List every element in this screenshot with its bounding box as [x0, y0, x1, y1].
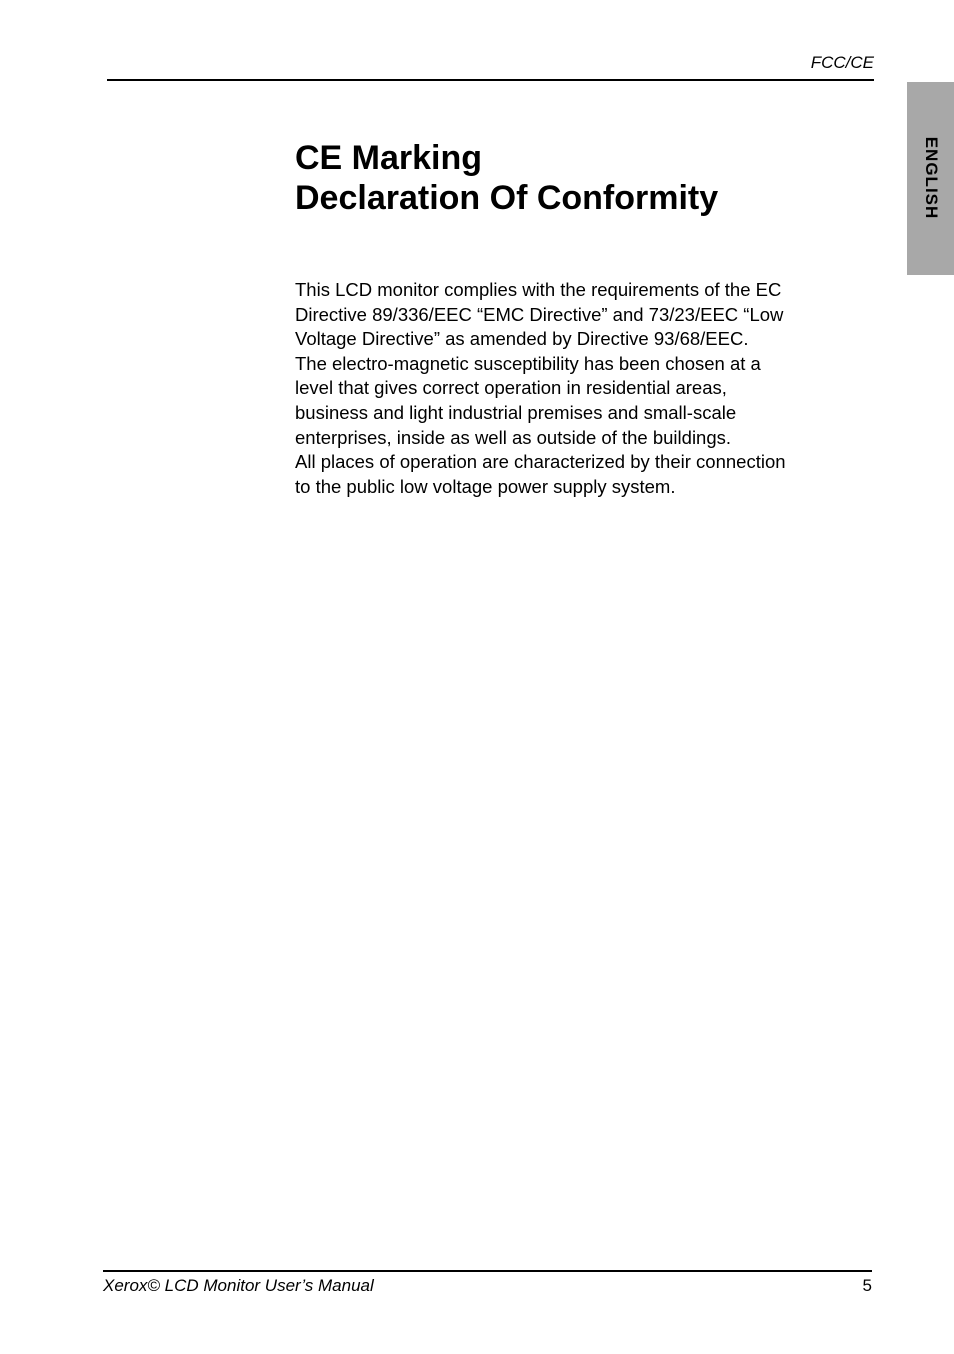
title-line-1: CE Marking: [295, 139, 483, 177]
paragraph-susceptibility: [295, 352, 855, 450]
language-tab-label: ENGLISH: [921, 136, 941, 220]
text-line: business and light industrial premises and small-scale: [295, 401, 737, 423]
manual-title: Xerox© LCD Monitor User’s Manual: [103, 1276, 374, 1295]
paragraph-compliance: [295, 278, 855, 352]
paragraph-operation-places: [295, 450, 855, 499]
text-line: Directive 89/336/EEC “EMC Directive” and 73/23/EEC “Low: [295, 303, 784, 325]
text-line: enterprises, inside as well as outside of the buildings.: [295, 426, 732, 448]
text-line: to the public low voltage power supply system.: [295, 475, 676, 497]
header-rule: [107, 79, 874, 81]
page-title: [295, 138, 718, 218]
page-number: 5: [862, 1276, 872, 1295]
text-line: Voltage Directive” as amended by Directive 93/68/EEC.: [295, 328, 749, 350]
language-tab: [907, 82, 954, 275]
text-line: level that gives correct operation in residential areas,: [295, 377, 727, 399]
title-line-2: Declaration Of Conformity: [295, 179, 719, 217]
footer-rule: [103, 1270, 872, 1272]
text-line: This LCD monitor complies with the requirements of the EC: [295, 279, 782, 300]
body-text: [295, 278, 855, 499]
section-label: FCC/CE: [810, 53, 874, 72]
text-line: All places of operation are characterized by their connection: [295, 451, 786, 473]
text-line: The electro-magnetic susceptibility has been chosen at a: [295, 352, 761, 374]
